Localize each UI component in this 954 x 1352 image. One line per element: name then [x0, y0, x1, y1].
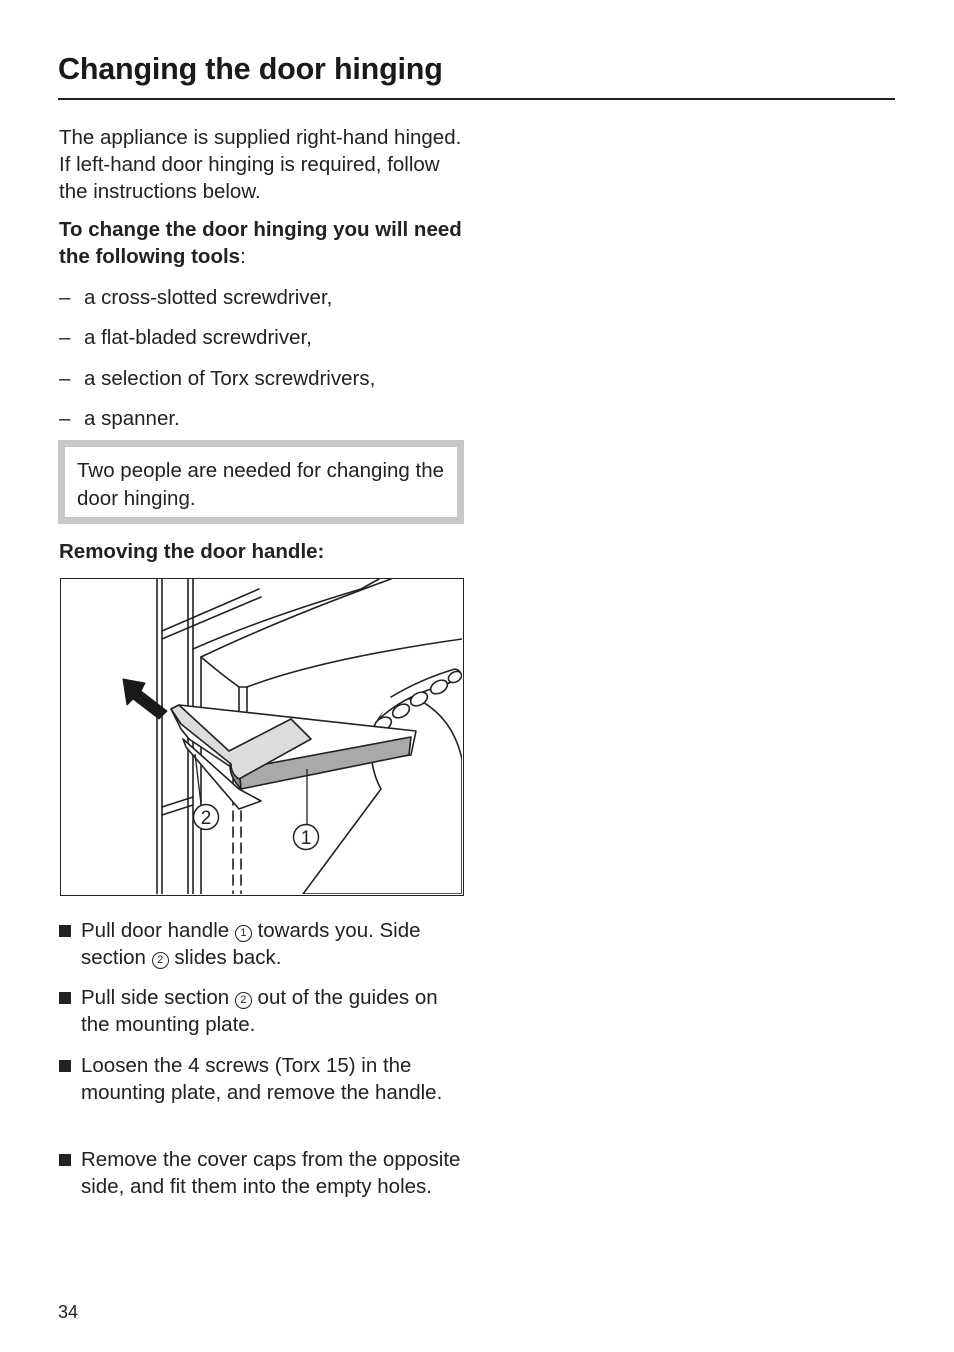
instruction-step: [59, 984, 469, 1038]
dash-marker: –: [59, 286, 71, 309]
callout-ref-two: 2: [152, 952, 169, 969]
step-text-part: towards you. Side section: [81, 919, 421, 969]
callout-number-two: 2: [200, 808, 212, 829]
instruction-step: [59, 1146, 469, 1200]
tool-item: [59, 284, 332, 311]
tool-item: [59, 365, 375, 392]
step-text: [81, 984, 469, 1038]
pull-direction-arrow: [123, 679, 167, 719]
note-box: [58, 440, 464, 524]
tool-label: a spanner.: [84, 407, 180, 430]
tool-item: [59, 324, 312, 351]
door-top-line: [162, 589, 259, 631]
title-rule: [58, 98, 895, 100]
tools-heading-colon: :: [240, 245, 246, 268]
dash-marker: –: [59, 367, 71, 390]
dash-marker: –: [59, 326, 71, 349]
callout-number-one: 1: [300, 828, 312, 849]
step-text: Remove the cover caps from the opposite side, and fit them into the empty holes.: [81, 1148, 461, 1198]
callout-ref-two: 2: [235, 992, 252, 1009]
handle-drawing: [61, 579, 462, 894]
step-text-part: out of the guides on the mounting plate.: [81, 986, 438, 1036]
callout-ref-one: 1: [235, 925, 252, 942]
instruction-step: [59, 917, 469, 971]
square-bullet: [59, 1060, 71, 1072]
tool-label: a cross-slotted screwdriver,: [84, 286, 333, 309]
tool-item: [59, 405, 180, 432]
square-bullet: [59, 992, 71, 1004]
note-text: Two people are needed for changing the door hinging.: [77, 459, 444, 510]
tools-heading-text: To change the door hinging you will need the following tools: [59, 218, 462, 268]
door-top-line: [201, 579, 391, 657]
tools-heading: [59, 216, 469, 270]
step-text: Loosen the 4 screws (Torx 15) in the mounting plate, and remove the handle.: [81, 1054, 443, 1104]
section-subheading: Removing the door handle:: [59, 540, 325, 563]
page-title: Changing the door hinging: [58, 52, 443, 86]
step-text: [81, 917, 469, 971]
tool-label: a selection of Torx screwdrivers,: [84, 367, 376, 390]
dash-marker: –: [59, 407, 71, 430]
square-bullet: [59, 1154, 71, 1166]
step-text-part: Pull side section: [81, 986, 230, 1009]
door-top-line: [162, 597, 261, 639]
intro-paragraph: The appliance is supplied right-hand hinged. If left-hand door hinging is required, follow the instructions below.: [59, 126, 462, 203]
handle-removal-illustration: [60, 578, 464, 896]
square-bullet: [59, 925, 71, 937]
tool-label: a flat-bladed screwdriver,: [84, 326, 312, 349]
page-number: 34: [58, 1302, 79, 1322]
instruction-step: [59, 1052, 469, 1106]
step-text-part: Pull door handle: [81, 919, 230, 942]
step-text-part: slides back.: [174, 946, 282, 969]
